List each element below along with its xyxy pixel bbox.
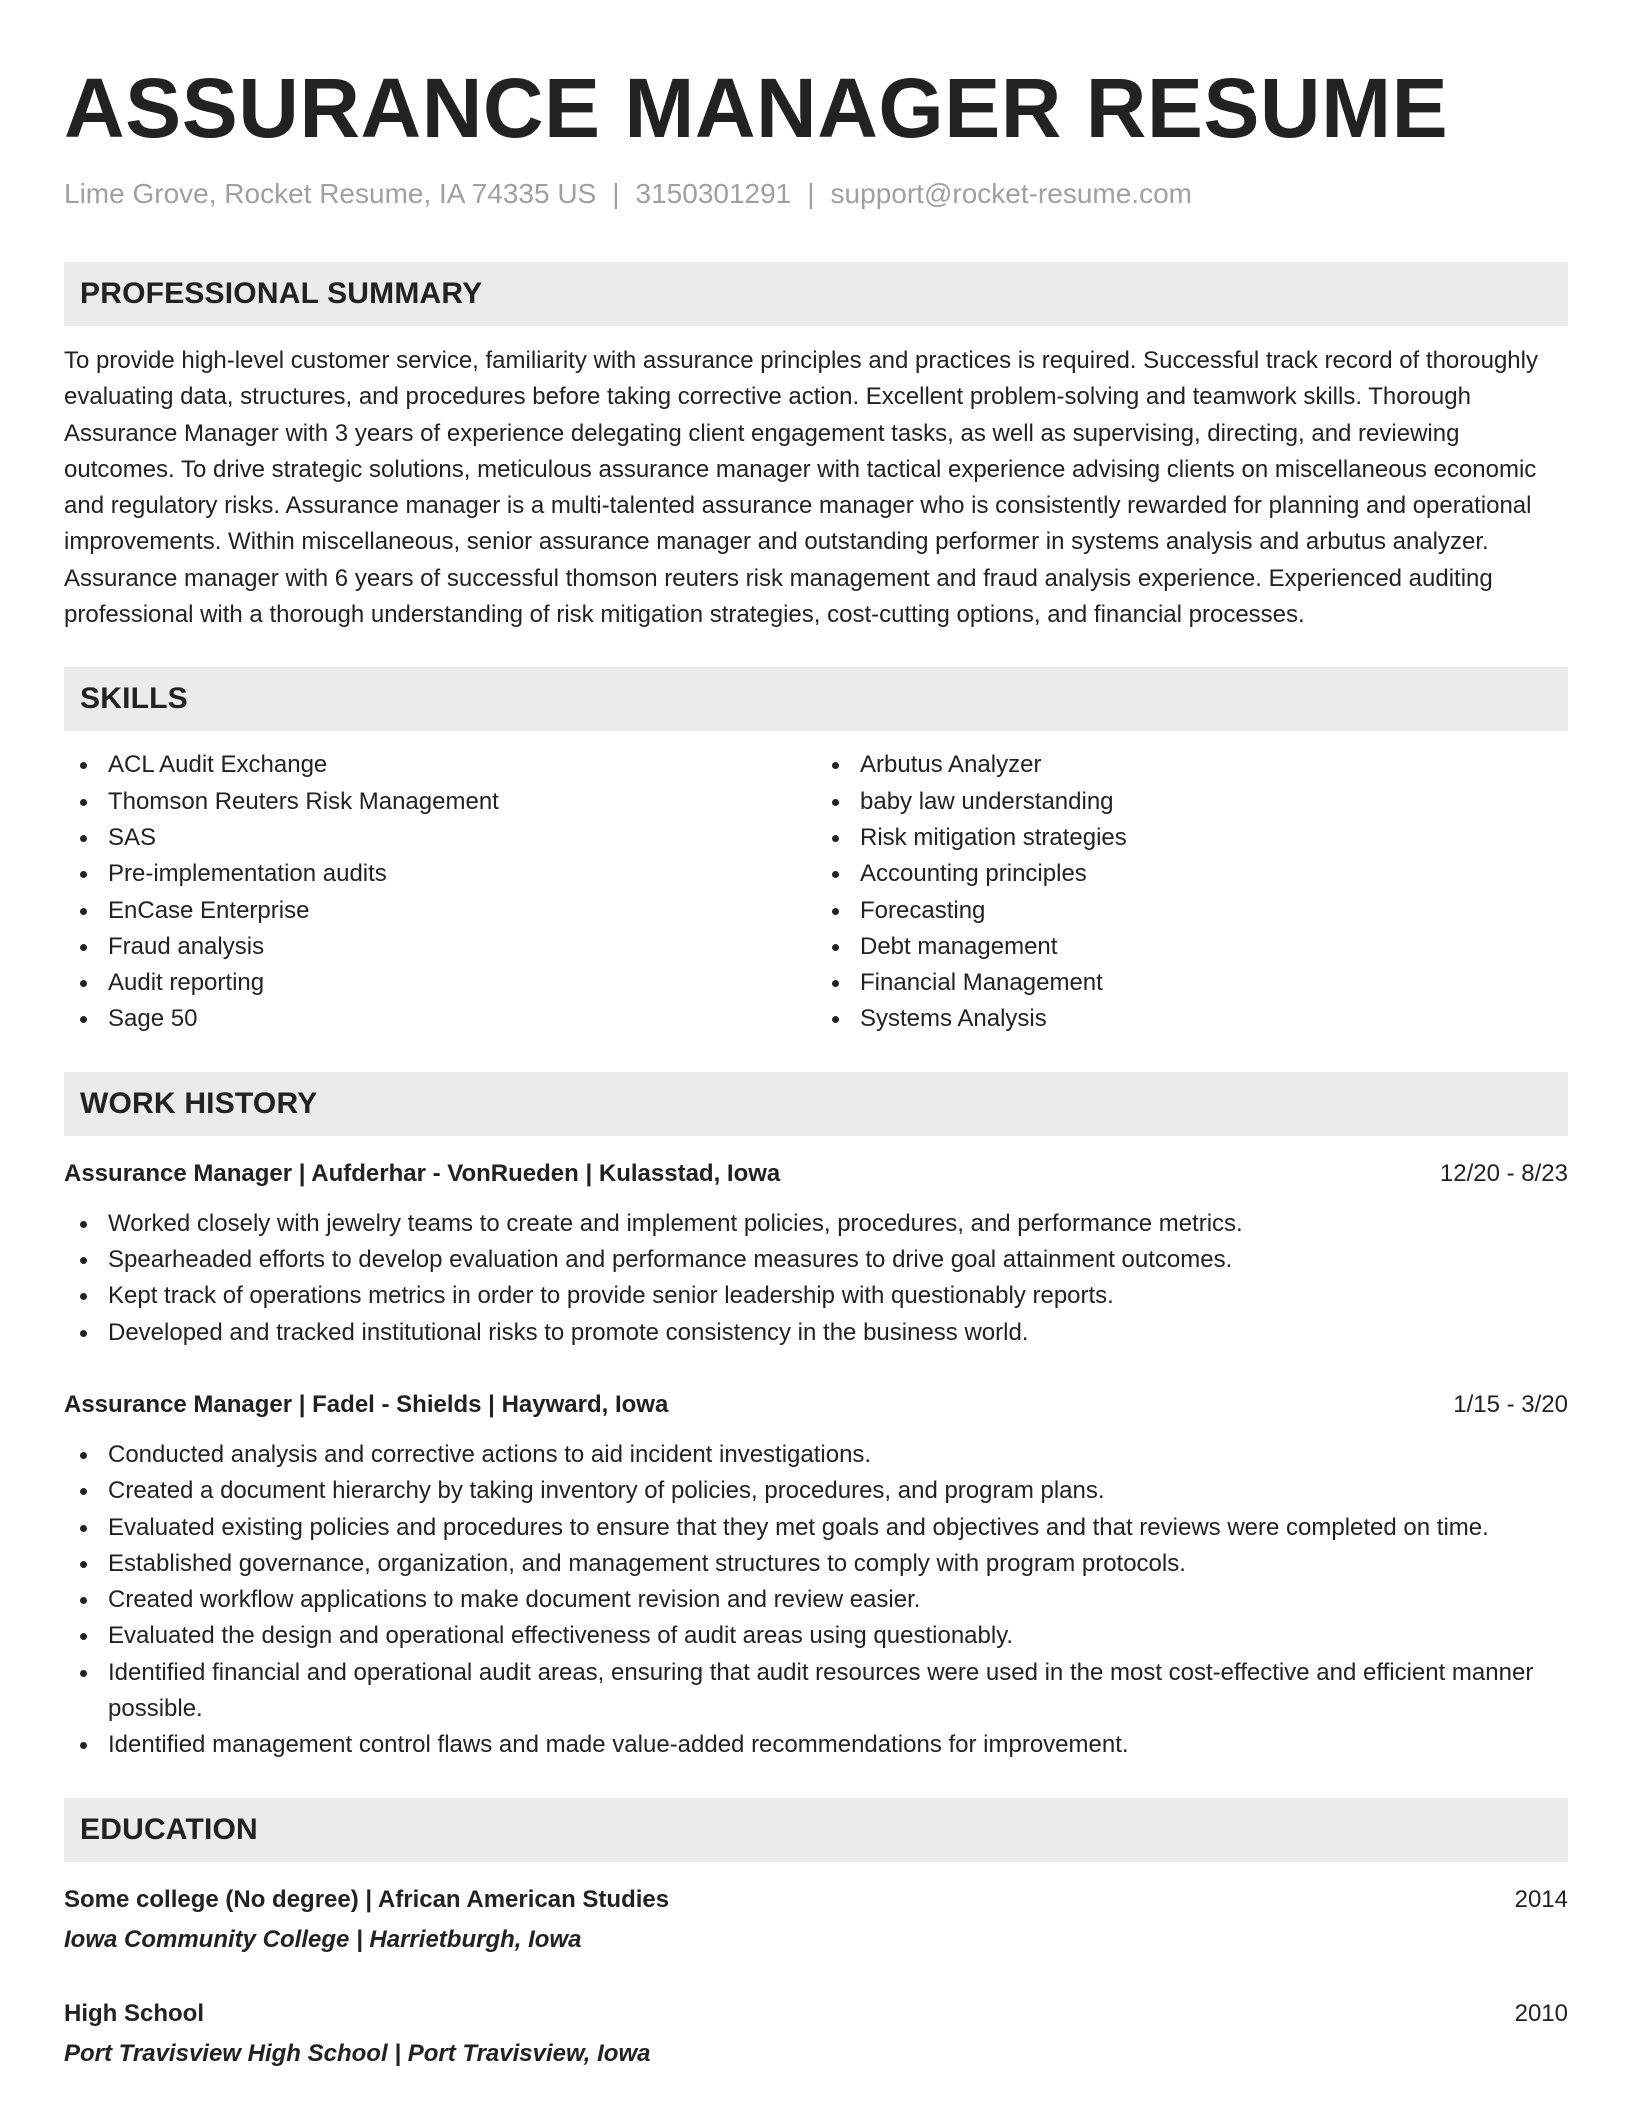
- list-item-text: Created a document hierarchy by taking inventory of policies, procedures, and program plans.: [108, 1477, 1105, 1505]
- bullet-icon: [80, 1633, 87, 1640]
- education-section: [64, 1798, 1568, 2072]
- job-dates: 12/20 - 8/23: [1439, 1159, 1568, 1187]
- list-item-text: Spearheaded efforts to develop evaluation and performance measures to drive goal attainment outcomes.: [108, 1246, 1233, 1274]
- bullet-icon: [832, 944, 839, 951]
- list-item-text: Thomson Reuters Risk Management: [108, 787, 499, 815]
- contact-phone: 3150301291: [635, 178, 792, 209]
- bullet-icon: [832, 835, 839, 842]
- work-history-section: [64, 1072, 1568, 1764]
- job-bullets: [64, 1206, 1568, 1351]
- list-item: [64, 1278, 1568, 1314]
- education-school: Port Travisview High School | Port Travisview, Iowa: [64, 2039, 651, 2067]
- bullet-icon: [80, 908, 87, 915]
- contact-address: Lime Grove, Rocket Resume, IA 74335 US: [64, 178, 597, 209]
- contact-line: [64, 176, 1568, 212]
- list-item-text: Created workflow applications to make document revision and review easier.: [108, 1586, 921, 1614]
- bullet-icon: [80, 1561, 87, 1568]
- job-title: Assurance Manager | Aufderhar - VonRueden | Kulasstad, Iowa: [64, 1159, 781, 1187]
- list-item: [64, 1001, 816, 1037]
- list-item-text: Developed and tracked institutional risks to promote consistency in the business world.: [108, 1318, 1029, 1346]
- education-entry: [64, 1882, 1568, 1958]
- list-item-text: Audit reporting: [108, 969, 265, 997]
- bullet-icon: [80, 762, 87, 769]
- bullet-icon: [80, 944, 87, 951]
- contact-separator: |: [807, 178, 815, 209]
- list-item-text: Arbutus Analyzer: [860, 751, 1042, 779]
- bullet-icon: [832, 980, 839, 987]
- list-item: [64, 1655, 1568, 1728]
- contact-email: support@rocket-resume.com: [830, 178, 1192, 209]
- education-school: Iowa Community College | Harrietburgh, Iowa: [64, 1925, 582, 1953]
- list-item: [64, 1582, 1568, 1618]
- list-item-text: Forecasting: [860, 896, 986, 924]
- contact-separator: |: [612, 178, 620, 209]
- job-dates: 1/15 - 3/20: [1453, 1390, 1568, 1418]
- list-item: [64, 965, 816, 1001]
- bullet-icon: [80, 1452, 87, 1459]
- bullet-icon: [80, 980, 87, 987]
- bullet-icon: [80, 1525, 87, 1532]
- section-heading-work: WORK HISTORY: [64, 1072, 1568, 1136]
- education-year: 2010: [1514, 1999, 1568, 2027]
- list-item-text: Risk mitigation strategies: [860, 823, 1127, 851]
- list-item: [64, 1206, 1568, 1242]
- bullet-icon: [832, 871, 839, 878]
- list-item: [64, 1546, 1568, 1582]
- bullet-icon: [832, 1016, 839, 1023]
- skills-columns: [64, 747, 1568, 1037]
- skills-section: [64, 667, 1568, 1037]
- list-item-text: Systems Analysis: [860, 1005, 1047, 1033]
- list-item-text: baby law understanding: [860, 787, 1114, 815]
- bullet-icon: [80, 871, 87, 878]
- list-item-text: Financial Management: [860, 969, 1103, 997]
- bullet-icon: [80, 1016, 87, 1023]
- section-heading-skills: SKILLS: [64, 667, 1568, 731]
- list-item-text: Kept track of operations metrics in order to provide senior leadership with questionably reports.: [108, 1282, 1114, 1310]
- list-item: [816, 893, 1568, 929]
- list-item-text: Evaluated existing policies and procedures to ensure that they met goals and objectives and that reviews were completed on time.: [108, 1513, 1489, 1541]
- bullet-icon: [80, 1330, 87, 1337]
- list-item-text: Identified financial and operational audit areas, ensuring that audit resources were used in the most cost-effective and efficient manner possible.: [108, 1658, 1534, 1723]
- list-item-text: Pre-implementation audits: [108, 860, 387, 888]
- education-header: [64, 1996, 1568, 2032]
- list-item: [64, 1727, 1568, 1763]
- education-degree: High School: [64, 1999, 204, 2027]
- job-header: [64, 1156, 1568, 1192]
- list-item: [816, 1001, 1568, 1037]
- list-item: [64, 1315, 1568, 1351]
- list-item: [64, 1510, 1568, 1546]
- list-item-text: Fraud analysis: [108, 932, 265, 960]
- list-item: [64, 856, 816, 892]
- skills-list-right: [816, 747, 1568, 1037]
- list-item-text: Evaluated the design and operational effectiveness of audit areas using questionably.: [108, 1622, 1014, 1650]
- list-item: [64, 747, 816, 783]
- list-item: [64, 1437, 1568, 1473]
- list-item-text: Debt management: [860, 932, 1058, 960]
- bullet-icon: [80, 1597, 87, 1604]
- list-item: [64, 893, 816, 929]
- list-item: [64, 929, 816, 965]
- skills-list-left: [64, 747, 816, 1037]
- list-item-text: SAS: [108, 823, 157, 851]
- list-item-text: EnCase Enterprise: [108, 896, 310, 924]
- bullet-icon: [80, 1488, 87, 1495]
- list-item: [64, 1242, 1568, 1278]
- list-item: [816, 965, 1568, 1001]
- job-header: [64, 1387, 1568, 1423]
- job-entry: [64, 1387, 1568, 1764]
- bullet-icon: [832, 799, 839, 806]
- list-item: [816, 856, 1568, 892]
- bullet-icon: [832, 762, 839, 769]
- education-header: [64, 1882, 1568, 1918]
- list-item: [64, 1618, 1568, 1654]
- education-degree: Some college (No degree) | African American Studies: [64, 1885, 670, 1913]
- list-item: [64, 1473, 1568, 1509]
- list-item-text: Conducted analysis and corrective actions to aid incident investigations.: [108, 1440, 872, 1468]
- professional-summary-section: [64, 262, 1568, 633]
- list-item: [816, 820, 1568, 856]
- bullet-icon: [80, 799, 87, 806]
- list-item-text: Sage 50: [108, 1005, 198, 1033]
- list-item: [816, 784, 1568, 820]
- job-bullets: [64, 1437, 1568, 1764]
- bullet-icon: [80, 1221, 87, 1228]
- list-item-text: Worked closely with jewelry teams to create and implement policies, procedures, and performance metrics.: [108, 1209, 1243, 1237]
- education-year: 2014: [1514, 1885, 1568, 1913]
- section-heading-education: EDUCATION: [64, 1798, 1568, 1862]
- list-item: [64, 784, 816, 820]
- bullet-icon: [832, 908, 839, 915]
- list-item: [816, 747, 1568, 783]
- job-title: Assurance Manager | Fadel - Shields | Hayward, Iowa: [64, 1390, 669, 1418]
- list-item-text: Identified management control flaws and made value-added recommendations for improvement.: [108, 1731, 1129, 1759]
- bullet-icon: [80, 1293, 87, 1300]
- section-heading-summary: PROFESSIONAL SUMMARY: [64, 262, 1568, 326]
- bullet-icon: [80, 835, 87, 842]
- job-entry: [64, 1156, 1568, 1351]
- list-item: [64, 820, 816, 856]
- list-item-text: Established governance, organization, and management structures to comply with program protocols.: [108, 1549, 1186, 1577]
- list-item-text: ACL Audit Exchange: [108, 751, 328, 779]
- education-entry: [64, 1996, 1568, 2072]
- resume-title: ASSURANCE MANAGER RESUME: [64, 61, 1449, 155]
- bullet-icon: [80, 1257, 87, 1264]
- summary-text: To provide high-level customer service, familiarity with assurance principles and practices is required. Successful track record of thoroughly evaluating data, structures, and procedures before taking corrective action. Excellent problem-solving and teamwork skills. Thorough Assurance Manager with 3 years of experience delegating client engagement tasks, as well as supervising, directing, and reviewing outcomes. To drive strategic solutions, meticulous assurance manager with tactical experience advising clients on miscellaneous economic and regulatory risks. Assurance manager is a multi-talented assurance manager who is consistently rewarded for planning and operational improvements. Within miscellaneous, senior assurance manager and outstanding performer in systems analysis and arbutus analyzer. Assurance manager with 6 years of successful thomson reuters risk management and fraud analysis experience. Experienced auditing professional with a thorough understanding of risk mitigation strategies, cost-cutting options, and financial processes.: [64, 347, 1538, 629]
- list-item-text: Accounting principles: [860, 860, 1087, 888]
- bullet-icon: [80, 1670, 87, 1677]
- list-item: [816, 929, 1568, 965]
- bullet-icon: [80, 1742, 87, 1749]
